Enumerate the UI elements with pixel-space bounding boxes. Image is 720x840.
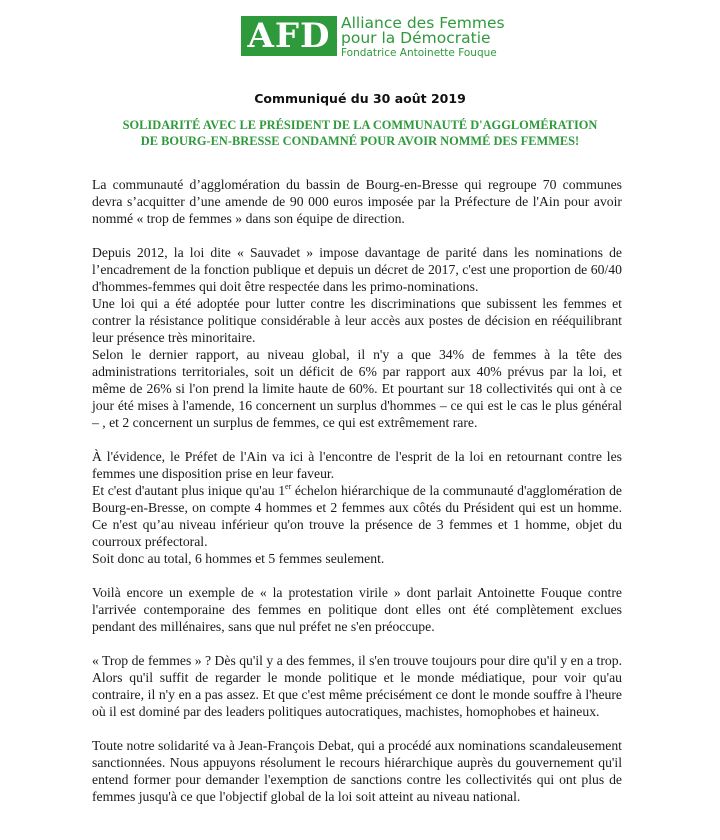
headline-line-1: SOLIDARITÉ AVEC LE PRÉSIDENT DE LA COMMUNAUTÉ D'AGGLOMÉRATION [122,118,598,132]
paragraph-discriminations: Une loi qui a été adoptée pour lutter contre les discriminations que subissent les femmes et contrer la résistance politique considérable à leur accès aux postes de décision en rééquilibrant leur présence très minoritaire. [92,296,622,345]
logo-line-founder: Fondatrice Antoinette Fouque [341,47,497,59]
logo-line-democracy: pour la Démocratie [341,29,491,47]
paragraph-amende: La communauté d’agglomération du bassin de Bourg-en-Bresse qui regroupe 70 communes devra s’acquitter d’une amende de 90 000 euros imposée par la Préfecture de l'Ain pour avoir nommé « trop de femmes » dans son équipe de direction. [92,177,622,226]
paragraph-total: Soit donc au total, 6 hommes et 5 femmes seulement. [92,551,385,566]
afd-logo [241,16,505,59]
headline-line-2: DE BOURG-EN-BRESSE CONDAMNÉ POUR AVOIR NOMMÉ DES FEMMES! [140,134,580,148]
paragraph-protestation-virile: Voilà encore un exemple de « la protestation virile » dont parlait Antoinette Fouque contre l'arrivée contemporaine des femmes en politique dont elles ont été complètement exclues pendant des millénaires, sans que nul préfet ne s'en préoccupe. [92,585,622,634]
body-text [92,176,622,805]
paragraph-solidarite: Toute notre solidarité va à Jean-François Debat, qui a procédé aux nominations scandaleusement sanctionnées. Nous appuyons résolument le recours hiérarchique auprès du gouvernement qu'il entend former pour demander l'exemption de sanctions contre les collectivités qui ont plus de femmes jusqu'à ce que l'objectif global de la loi soit atteint au niveau national. [92,738,622,804]
paragraph-loi-sauvadet: Depuis 2012, la loi dite « Sauvadet » impose davantage de parité dans les nominations de l’encadrement de la fonction publique et depuis un décret de 2017, c'est une proportion de 60/40 d'hommes-femmes qui doit être respectée dans les primo-nominations. [92,245,622,294]
headline [0,117,720,149]
logo-text [341,16,505,59]
paragraph-rapport: Selon le dernier rapport, au niveau global, il n'y a que 34% de femmes à la tête des administrations territoriales, soit un déficit de 6% par rapport aux 40% prévus par la loi, et même de 26% si l'on prend la limite haute de 60%. Et pourtant sur 18 collectivités qui ont à ce jour été mises à l'amende, 16 concernent un surplus d'hommes – ce qui est le cas le plus général – , et 2 concernent un surplus de femmes, ce qui est extrêmement rare. [92,347,622,430]
logo-line-organization: Alliance des Femmes [341,14,505,32]
logo-abbreviation: AFD [241,16,337,56]
release-date: Communiqué du 30 août 2019 [254,91,466,106]
paragraph-prefet: À l'évidence, le Préfet de l'Ain va ici à l'encontre de l'esprit de la loi en retournant contre les femmes une disposition prise en leur faveur. [92,449,622,481]
paragraph-trop-de-femmes: « Trop de femmes » ? Dès qu'il y a des femmes, il s'en trouve toujours pour dire qu'il y en a trop. Alors qu'il suffit de regarder le monde politique et le monde médiatique, pour voir qu'au contraire, il n'y en a pas assez. Et que c'est même précisément ce dont le monde souffre à l'heure où il est dominé par des leaders politiques autocratiques, machistes, homophobes et haineux. [92,653,622,719]
paragraph-echelon: Et c'est d'autant plus inique qu'au 1er échelon hiérarchique de la communauté d'agglomération de Bourg-en-Bresse, on compte 4 hommes et 2 femmes aux côtés du Président qui est un homme. Ce n'est qu’au niveau inférieur qu'on trouve la présence de 3 femmes et 1 homme, objet du courroux préfectoral. [92,482,622,549]
